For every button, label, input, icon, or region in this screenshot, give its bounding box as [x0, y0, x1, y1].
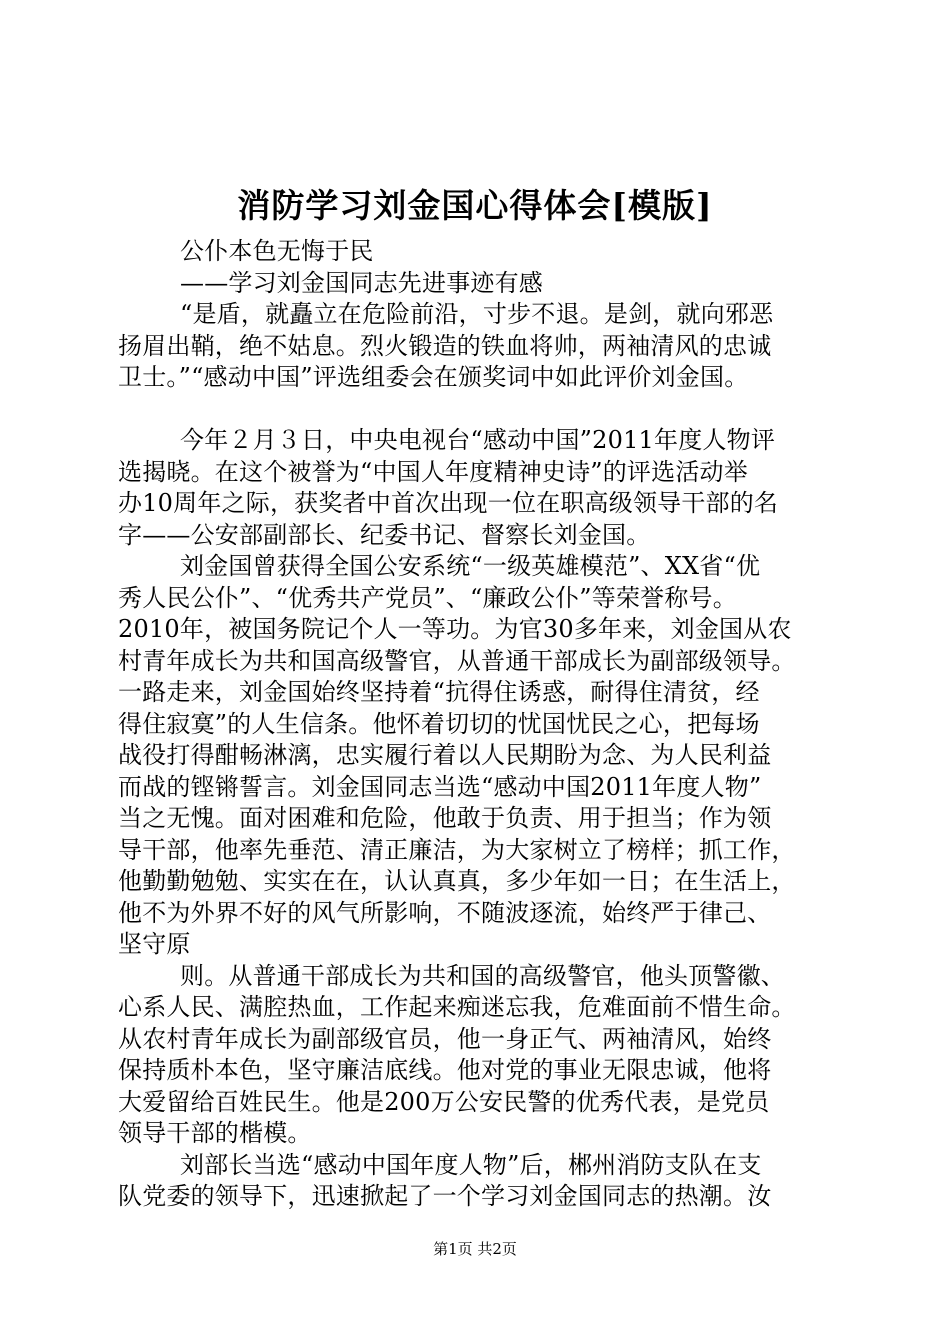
text-line: 他不为外界不好的风气所影响，不随波逐流，始终严于律己、 — [118, 898, 772, 927]
text-line: 大爱留给百姓民生。他是200万公安民警的优秀代表，是党员 — [118, 1087, 770, 1116]
paragraph-gap — [118, 394, 844, 426]
text-line: 字——公安部副部长、纪委书记、督察长刘金国。 — [118, 520, 651, 549]
text-line: “是盾，就矗立在危险前沿，寸步不退。是剑，就向邪恶 — [180, 300, 774, 328]
text-line: 一路走来，刘金国始终坚持着“抗得住诱惑，耐得住清贫，经 — [118, 678, 760, 706]
text-line: 则。从普通干部成长为共和国的高级警官，他头顶警徽、 — [180, 961, 785, 990]
document-body — [118, 236, 844, 1213]
text-line: 战役打得酣畅淋漓，忠实履行着以人民期盼为念、为人民利益 — [118, 741, 772, 769]
text-line: 刘金国曾获得全国公安系统“一级英雄模范”、XX省“优 — [180, 552, 761, 580]
text-line: 得住寂寞”的人生信条。他怀着切切的忧国忧民之心，把每场 — [118, 709, 760, 738]
text-line: 当之无愧。面对困难和危险，他敢于负责、用于担当；作为领 — [118, 804, 772, 832]
text-line: 他勤勤勉勉、实实在在，认认真真，多少年如一日；在生活上， — [118, 867, 796, 895]
document-title: 消防学习刘金国心得体会[模版] — [237, 186, 713, 225]
text-line: 坚守原 — [118, 930, 191, 958]
text-line: 卫士。”“感动中国”评选组委会在颁奖词中如此评价刘金国。 — [118, 363, 749, 391]
subtitle-line: 公仆本色无悔于民 — [180, 237, 374, 265]
text-line: 办10周年之际，获奖者中首次出现一位在职高级领导干部的名 — [118, 489, 779, 517]
text-line: 心系人民、满腔热血，工作起来痴迷忘我，危难面前不惜生命。 — [118, 993, 796, 1021]
text-line: 领导干部的楷模。 — [118, 1119, 312, 1147]
text-line: 队党委的领导下，迅速掀起了一个学习刘金国同志的热潮。汝 — [118, 1182, 772, 1210]
text-line: 而战的铿锵誓言。刘金国同志当选“感动中国2011年度人物” — [118, 772, 762, 801]
page-number-footer: 第1页 共2页 — [433, 1240, 517, 1258]
text-line: 刘部长当选“感动中国年度人物”后，郴州消防支队在支 — [180, 1150, 762, 1179]
text-line: 2010年，被国务院记个人一等功。为官30多年来，刘金国从农 — [118, 615, 792, 643]
subtitle-line: ——学习刘金国同志先进事迹有感 — [180, 268, 543, 297]
text-line: 保持质朴本色，坚守廉洁底线。他对党的事业无限忠诚，他将 — [118, 1056, 772, 1084]
text-line: 今年２月３日，中央电视台“感动中国”2011年度人物评 — [180, 426, 776, 454]
text-line: 秀人民公仆”、“优秀共产党员”、“廉政公仆”等荣誉称号。 — [118, 583, 737, 612]
text-line: 扬眉出鞘，绝不姑息。烈火锻造的铁血将帅，两袖清风的忠诚 — [118, 331, 772, 360]
text-line: 村青年成长为共和国高级警官，从普通干部成长为副部级领导。 — [118, 646, 796, 675]
text-line: 导干部，他率先垂范、清正廉洁，为大家树立了榜样；抓工作， — [118, 835, 796, 864]
text-line: 从农村青年成长为副部级官员，他一身正气、两袖清风，始终 — [118, 1024, 772, 1053]
text-line: 选揭晓。在这个被誉为“中国人年度精神史诗”的评选活动举 — [118, 457, 748, 486]
